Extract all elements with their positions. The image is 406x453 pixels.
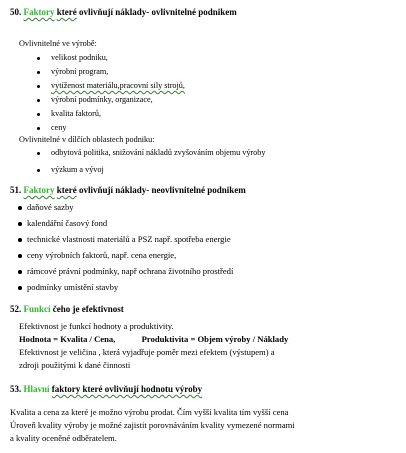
bullet	[37, 152, 40, 155]
bullet	[37, 127, 40, 130]
paragraph-line: Úroveň kvality výroby je možné zajistit porovnáváním kvality vymezené normami	[10, 420, 295, 430]
list-item: výrobní program,	[51, 67, 109, 76]
list-item: ceny výrobních faktorů, např. cena energie,	[27, 250, 177, 260]
formula-productivity: Produktivita = Objem výroby / Náklady	[141, 334, 289, 344]
bullet	[18, 254, 22, 258]
list-item: kvalita faktorů,	[51, 109, 102, 118]
list-item: podmínky umístění stavby	[27, 282, 119, 292]
heading-green-word: Funkcí	[23, 304, 51, 314]
paragraph-line: zdroji použitými k dané činnosti	[19, 360, 131, 370]
heading-50	[10, 8, 237, 17]
heading-text: které	[56, 185, 77, 195]
paragraph-line: Efektivnost je funkcí hodnoty a produktivity.	[19, 321, 174, 331]
list-item: kalendářní časový fond	[27, 218, 108, 228]
heading-green-word: Hlavní	[23, 384, 50, 394]
list-item: vytíženost materiálu,pracovní sily strojů,	[51, 81, 185, 90]
list-item: velikost podniku,	[51, 53, 108, 62]
list-item: výzkum a vývoj	[51, 165, 104, 174]
list-item: technické vlastnosti materiálů a PSZ např. spotřeba energie	[27, 234, 231, 244]
bullet	[37, 85, 40, 88]
bullet	[18, 206, 22, 210]
list-item: ceny	[51, 123, 67, 132]
heading-number: 51.	[10, 185, 22, 195]
heading-53	[10, 385, 202, 394]
formula-value: Hodnota = Kvalita / Cena,	[19, 334, 116, 344]
bullet	[18, 222, 22, 226]
group-label-production: Ovlivnitelné ve výrobě:	[19, 39, 97, 48]
bullet	[37, 169, 40, 172]
paragraph-line: Efektivnost je veličina , která vyjadřuje poměr mezi efektem (výstupem) a	[19, 347, 275, 357]
formula-line	[19, 335, 288, 344]
list-item: rámcové právní podmínky, např ochrana životního prostředí	[27, 266, 234, 276]
paragraph-line: Kvalita a cena za které je možno výrobu prodat. Čím vyšší kvalita tím vyšší cena	[10, 407, 289, 417]
bullet	[37, 99, 40, 102]
heading-number: 50.	[10, 7, 22, 17]
bullet	[37, 113, 40, 116]
heading-text: které	[56, 7, 77, 17]
bullet	[37, 71, 40, 74]
group-label-areas: Ovlivnitelné v dílčích oblastech podniku:	[19, 135, 155, 144]
heading-52	[10, 305, 124, 314]
bullet	[18, 270, 22, 274]
heading-text: ovlivňují náklady- neovlivnitelné podnikem	[79, 185, 246, 195]
list-item: daňové sazby	[27, 202, 74, 212]
heading-green-word: Faktory	[23, 7, 55, 17]
heading-51	[10, 186, 246, 195]
bullet	[37, 57, 40, 60]
bullet	[18, 238, 22, 242]
list-item: odbytová politika, snižování nákladů zvyšováním objemu výroby	[51, 148, 266, 157]
heading-text: ovlivňují náklady- ovlivnitelné podnikem	[79, 7, 237, 17]
paragraph-line: a kvality oceněné odběratelem.	[10, 433, 117, 443]
heading-text: faktory které ovlivňují hodnotu výroby	[51, 384, 203, 394]
heading-green-word: Faktory	[23, 185, 55, 195]
list-item: výrobní podmínky, organizace,	[51, 95, 153, 104]
heading-text: čeho je efektivnost	[52, 304, 124, 314]
bullet	[18, 286, 22, 290]
heading-number: 53.	[10, 384, 22, 394]
heading-number: 52.	[10, 304, 22, 314]
